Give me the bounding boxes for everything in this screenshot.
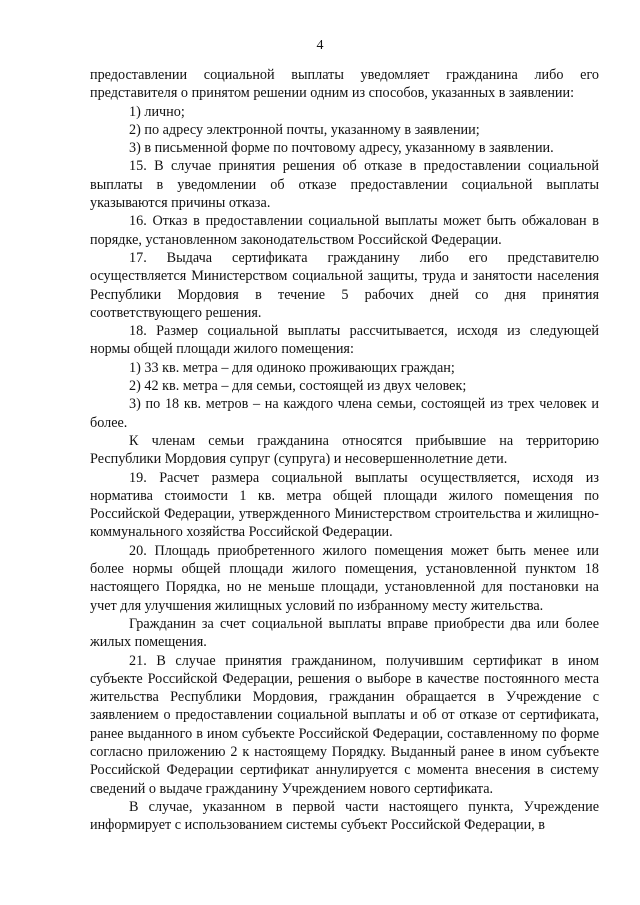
list-item-three-or-more: 3) по 18 кв. метров – на каждого члена семьи, состоящей из трех человек и более. <box>90 396 599 431</box>
list-item-single: 1) 33 кв. метра – для одиноко проживающих граждан; <box>129 359 455 376</box>
paragraph-20: 20. Площадь приобретенного жилого помещения может быть менее или более нормы общей площади жилого помещения, установленной пунктом 18 настоящего Порядка, но не меньше площади, установленной для постановки на учет для улучшения жилищных условий по избранному месту жительства. <box>90 542 599 614</box>
paragraph-21: 21. В случае принятия гражданином, получившим сертификат в ином субъекте Российской Федерации, решения о выборе в качестве постоянного места жительства Республики Мордовия, гражданин обращается в Учреждение с заявлением о предоставлении социальной выплаты и об от отказе от сертификата, ранее выданного в ином субъекте Российской Федерации, составленному по форме согласно приложению 2 к настоящему Порядку. Выданный ранее в ином субъекте Российской Федерации сертификат аннулируется с момента внесения в систему сведений о выдаче гражданину Учреждением нового сертификата. <box>90 652 599 797</box>
paragraph-18: 18. Размер социальной выплаты рассчитывается, исходя из следующей нормы общей площади жилого помещения: <box>90 323 599 358</box>
paragraph-continuation: предоставлении социальной выплаты уведомляет гражданина либо его представителя о принятом решении одним из способов, указанных в заявлении: <box>90 67 599 102</box>
list-item-email: 2) по адресу электронной почты, указанному в заявлении; <box>129 121 480 138</box>
paragraph-19: 19. Расчет размера социальной выплаты осуществляется, исходя из норматива стоимости 1 кв. метра общей площади жилого помещения по Российской Федерации, утвержденного Министерством строительства и жилищно-коммунального хозяйства Российской Федерации. <box>90 469 599 541</box>
paragraph-family-members: К членам семьи гражданина относятся прибывшие на территорию Республики Мордовия супруг (супруга) и несовершеннолетние дети. <box>90 432 599 468</box>
paragraph-17: 17. Выдача сертификата гражданину либо его представителю осуществляется Министерством социальной защиты, труда и занятости населения Республики Мордовия в течение 5 рабочих дней со дня принятия соответствующего решения. <box>90 249 599 321</box>
paragraph-15: 15. В случае принятия решения об отказе в предоставлении социальной выплаты в уведомлении об отказе предоставлении социальной выплаты указываются причины отказа. <box>90 158 599 212</box>
list-item-postal: 3) в письменной форме по почтовому адресу, указанному в заявлении. <box>129 140 554 157</box>
page-number: 4 <box>316 38 324 53</box>
list-item-two-persons: 2) 42 кв. метра – для семьи, состоящей из двух человек; <box>129 378 467 395</box>
paragraph-two-or-more-dwellings: Гражданин за счет социальной выплаты вправе приобрести два или более жилых помещения. <box>90 615 599 651</box>
list-item-in-person: 1) лично; <box>129 103 185 120</box>
document-body <box>90 66 599 834</box>
paragraph-16: 16. Отказ в предоставлении социальной выплаты может быть обжалован в порядке, установленном законодательством Российской Федерации. <box>90 213 599 248</box>
paragraph-21-continued: В случае, указанном в первой части настоящего пункта, Учреждение информирует с использованием системы субъект Российской Федерации, в <box>90 798 599 834</box>
